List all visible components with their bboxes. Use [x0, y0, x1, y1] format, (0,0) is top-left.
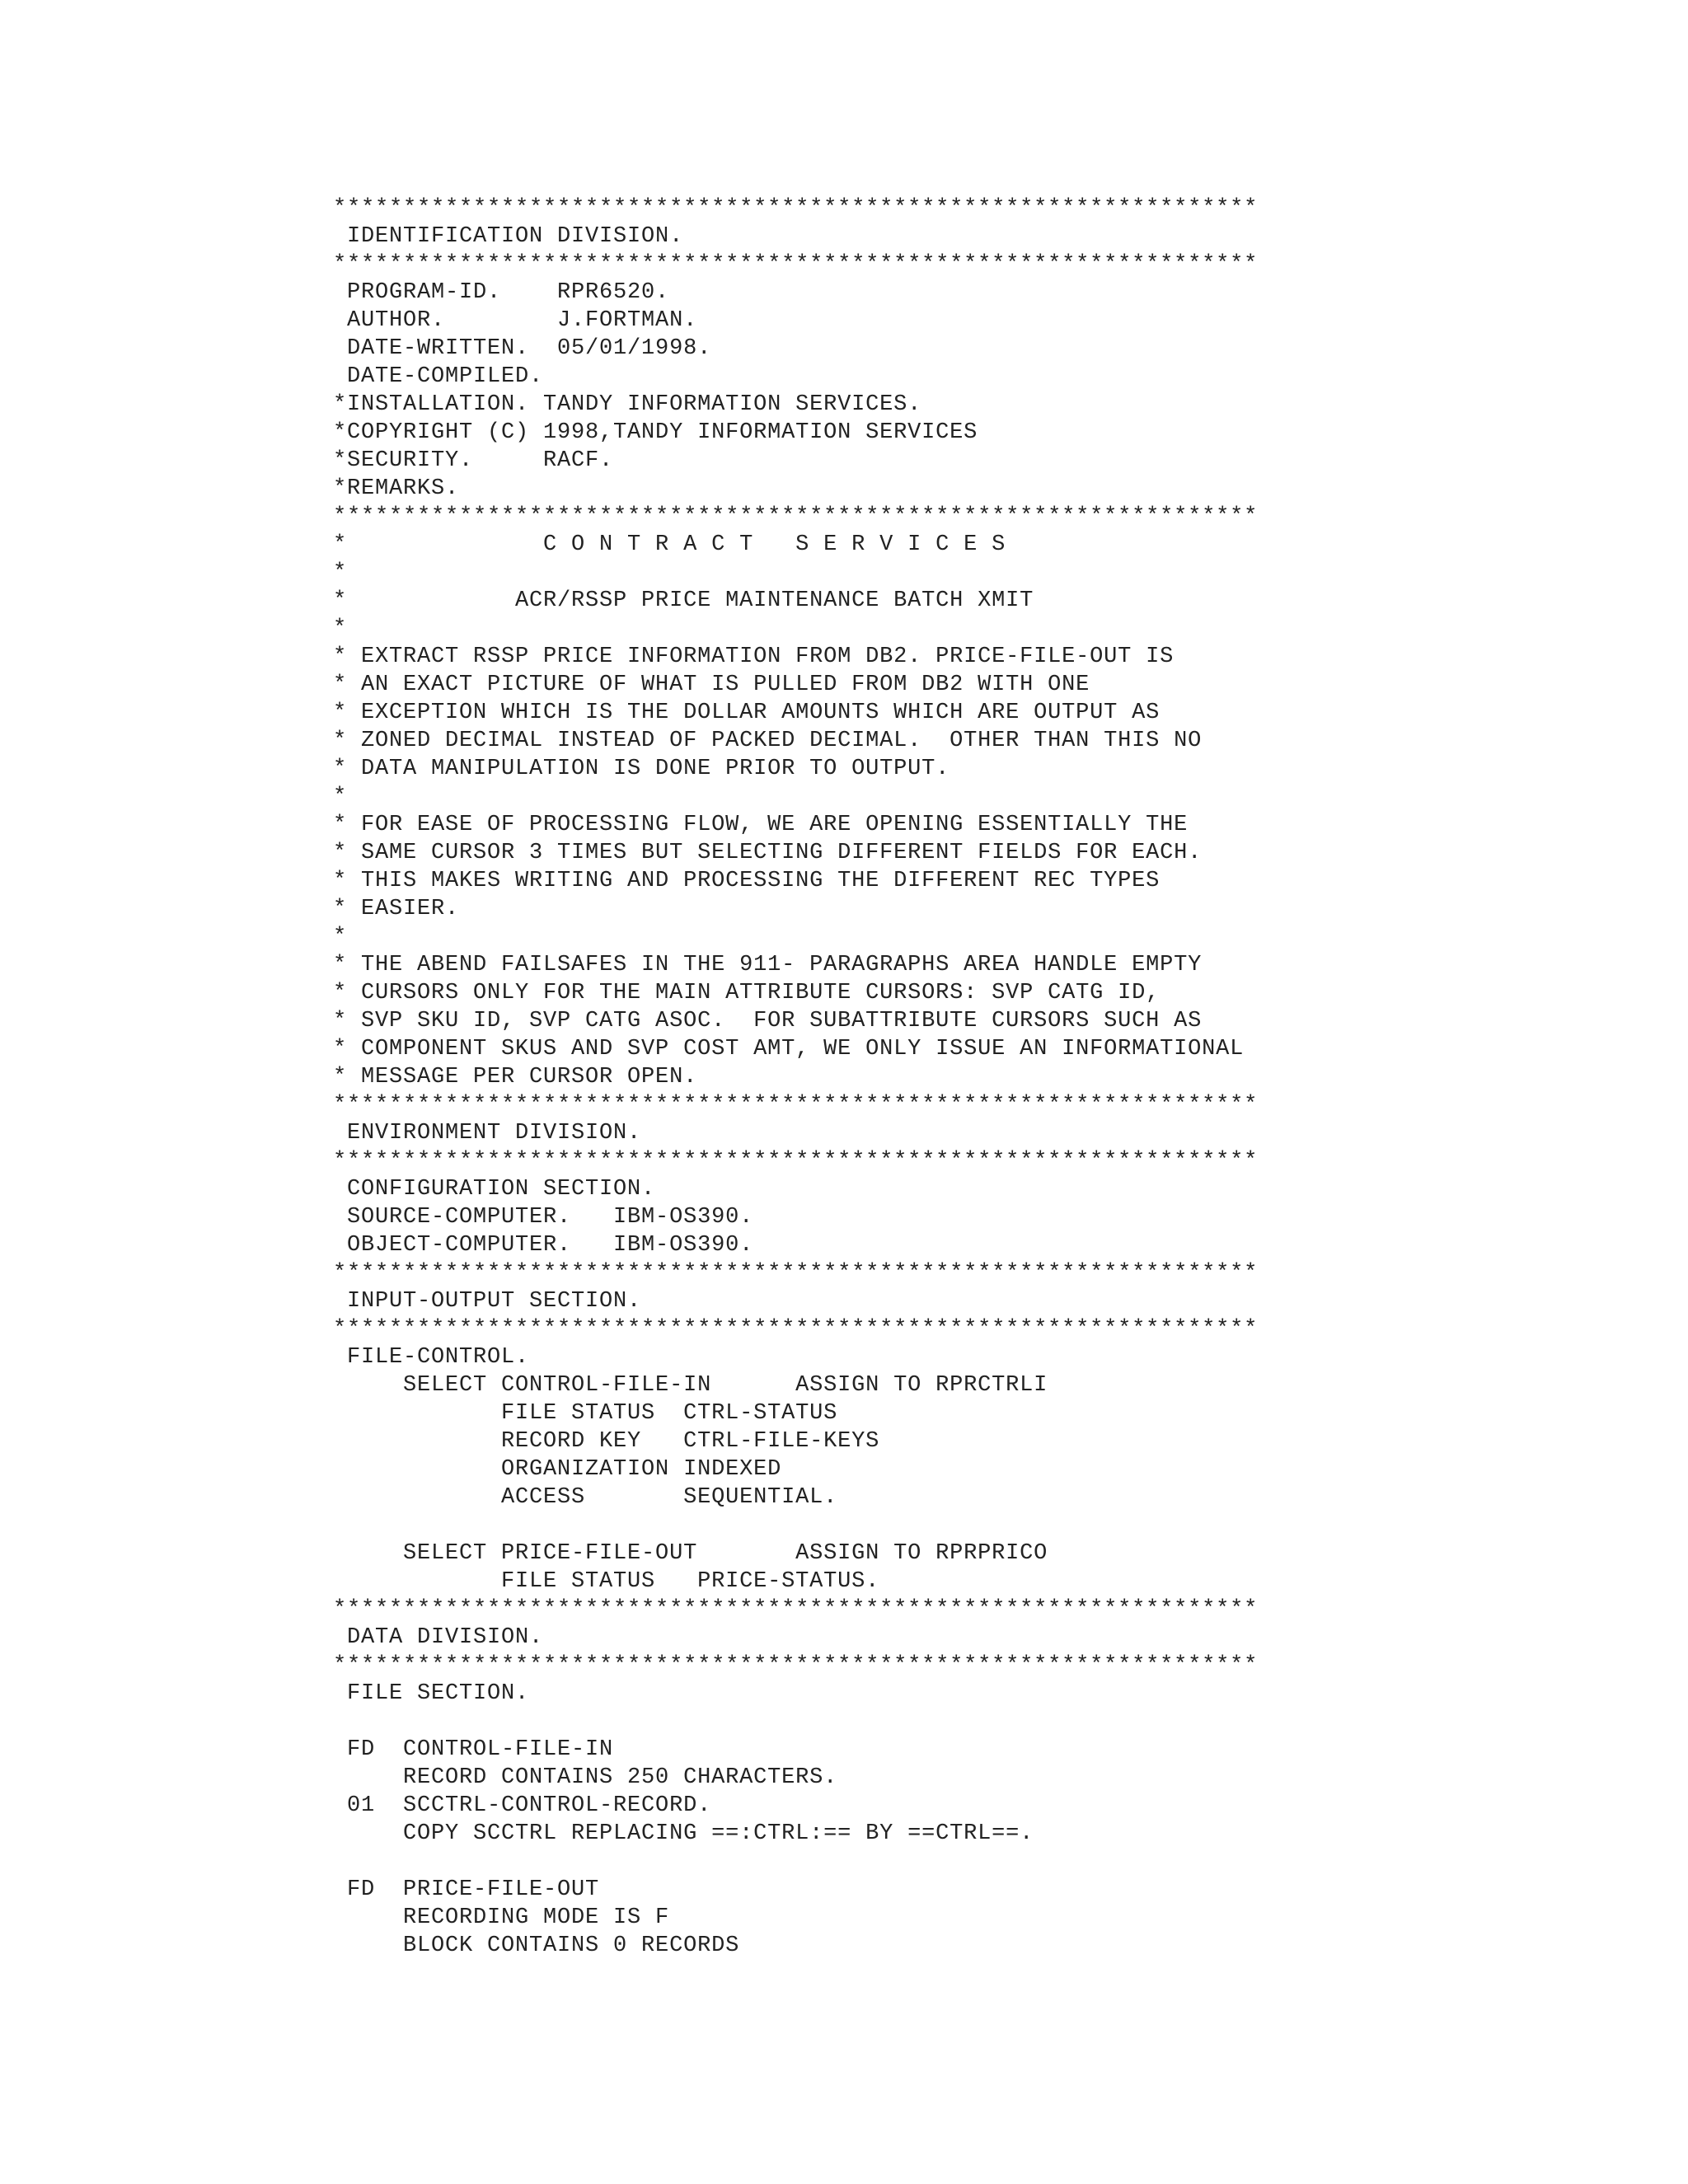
- source-line: FILE SECTION.: [333, 1681, 530, 1706]
- source-line: ******************************************************************: [333, 1317, 1259, 1342]
- source-line: INPUT-OUTPUT SECTION.: [333, 1289, 642, 1314]
- source-line: * ACR/RSSP PRICE MAINTENANCE BATCH XMIT: [333, 588, 1034, 613]
- source-line: * THIS MAKES WRITING AND PROCESSING THE DIFFERENT REC TYPES: [333, 869, 1160, 893]
- source-line: ENVIRONMENT DIVISION.: [333, 1121, 642, 1146]
- source-line: RECORD CONTAINS 250 CHARACTERS.: [333, 1765, 838, 1790]
- source-line: FD CONTROL-FILE-IN: [333, 1737, 614, 1762]
- source-line: * DATA MANIPULATION IS DONE PRIOR TO OUTPUT.: [333, 757, 950, 781]
- source-line: CONFIGURATION SECTION.: [333, 1177, 656, 1202]
- source-line: RECORD KEY CTRL-FILE-KEYS: [333, 1429, 880, 1454]
- source-line: * EXCEPTION WHICH IS THE DOLLAR AMOUNTS WHICH ARE OUTPUT AS: [333, 701, 1160, 725]
- source-line: [333, 1708, 1258, 1736]
- source-line: * FOR EASE OF PROCESSING FLOW, WE ARE OPENING ESSENTIALLY THE: [333, 813, 1189, 837]
- source-line: BLOCK CONTAINS 0 RECORDS: [333, 1933, 740, 1958]
- source-line: *: [333, 616, 348, 641]
- source-line: * SAME CURSOR 3 TIMES BUT SELECTING DIFFERENT FIELDS FOR EACH.: [333, 841, 1203, 865]
- source-line: COPY SCCTRL REPLACING ==:CTRL:== BY ==CTRL==.: [333, 1821, 1034, 1846]
- source-line: OBJECT-COMPUTER. IBM-OS390.: [333, 1233, 754, 1258]
- source-line: ******************************************************************: [333, 1093, 1259, 1118]
- source-line: * AN EXACT PICTURE OF WHAT IS PULLED FROM DB2 WITH ONE: [333, 673, 1090, 697]
- source-line: ORGANIZATION INDEXED: [333, 1457, 782, 1482]
- source-line: * EXTRACT RSSP PRICE INFORMATION FROM DB2. PRICE-FILE-OUT IS: [333, 644, 1175, 669]
- source-line: ******************************************************************: [333, 252, 1259, 277]
- source-line: *REMARKS.: [333, 476, 460, 501]
- source-line: ******************************************************************: [333, 1597, 1259, 1622]
- source-line: AUTHOR. J.FORTMAN.: [333, 308, 698, 333]
- source-line: DATA DIVISION.: [333, 1625, 544, 1650]
- source-line: [333, 1511, 1258, 1540]
- source-line: *INSTALLATION. TANDY INFORMATION SERVICES.: [333, 392, 922, 417]
- source-line: *: [333, 560, 348, 585]
- source-line: *COPYRIGHT (C) 1998,TANDY INFORMATION SERVICES: [333, 420, 978, 445]
- source-line: PROGRAM-ID. RPR6520.: [333, 280, 670, 305]
- source-line: ******************************************************************: [333, 504, 1259, 529]
- source-line: DATE-COMPILED.: [333, 364, 544, 389]
- source-line: FILE STATUS PRICE-STATUS.: [333, 1569, 880, 1594]
- source-line: ACCESS SEQUENTIAL.: [333, 1485, 838, 1510]
- source-line: *: [333, 785, 348, 809]
- source-line: *SECURITY. RACF.: [333, 448, 614, 473]
- source-line: * C O N T R A C T S E R V I C E S: [333, 532, 1006, 557]
- source-line: * COMPONENT SKUS AND SVP COST AMT, WE ONLY ISSUE AN INFORMATIONAL: [333, 1037, 1245, 1062]
- source-line: * THE ABEND FAILSAFES IN THE 911- PARAGRAPHS AREA HANDLE EMPTY: [333, 953, 1203, 977]
- source-line: FD PRICE-FILE-OUT: [333, 1877, 600, 1902]
- source-line: SELECT CONTROL-FILE-IN ASSIGN TO RPRCTRLI: [333, 1373, 1048, 1398]
- source-line: IDENTIFICATION DIVISION.: [333, 224, 684, 249]
- source-line: ******************************************************************: [333, 196, 1259, 221]
- source-line: * SVP SKU ID, SVP CATG ASOC. FOR SUBATTRIBUTE CURSORS SUCH AS: [333, 1009, 1203, 1033]
- source-line: * CURSORS ONLY FOR THE MAIN ATTRIBUTE CURSORS: SVP CATG ID,: [333, 981, 1160, 1005]
- source-line: ******************************************************************: [333, 1149, 1259, 1174]
- source-line: * MESSAGE PER CURSOR OPEN.: [333, 1065, 698, 1090]
- source-line: * EASIER.: [333, 897, 460, 921]
- source-line: DATE-WRITTEN. 05/01/1998.: [333, 336, 712, 361]
- source-line: *: [333, 925, 348, 949]
- source-line: [333, 1848, 1258, 1876]
- source-line: ******************************************************************: [333, 1261, 1259, 1286]
- source-line: FILE STATUS CTRL-STATUS: [333, 1401, 838, 1426]
- source-line: SELECT PRICE-FILE-OUT ASSIGN TO RPRPRICO: [333, 1541, 1048, 1566]
- source-line: RECORDING MODE IS F: [333, 1905, 670, 1930]
- source-line: * ZONED DECIMAL INSTEAD OF PACKED DECIMAL. OTHER THAN THIS NO: [333, 729, 1203, 753]
- cobol-source-listing: [333, 194, 1258, 1960]
- source-line: SOURCE-COMPUTER. IBM-OS390.: [333, 1205, 754, 1230]
- source-line: ******************************************************************: [333, 1653, 1259, 1678]
- source-line: 01 SCCTRL-CONTROL-RECORD.: [333, 1793, 712, 1818]
- source-line: FILE-CONTROL.: [333, 1345, 530, 1370]
